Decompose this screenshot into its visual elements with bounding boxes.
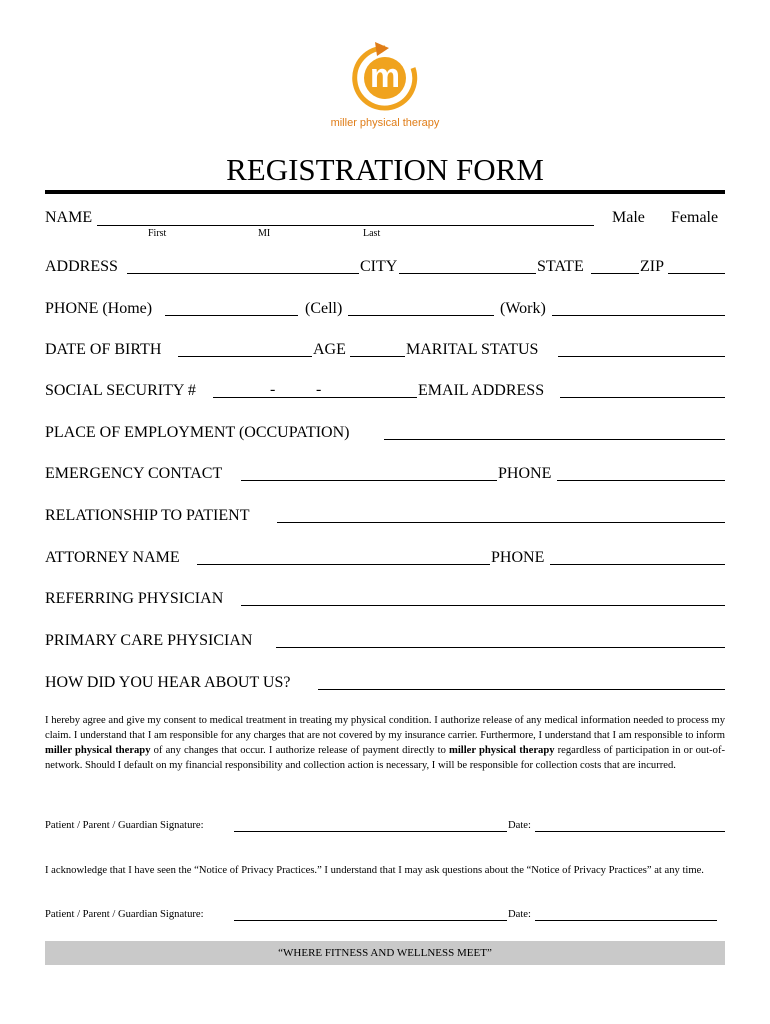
phone-home-label: PHONE (Home) [45, 300, 153, 317]
zip-field[interactable] [668, 273, 725, 274]
hear-about-label: HOW DID YOU HEAR ABOUT US? [45, 674, 291, 691]
footer-bar [45, 941, 725, 965]
phone-cell-label: (Cell) [305, 300, 343, 317]
relationship-field[interactable] [277, 522, 725, 523]
signature-2-date-field[interactable] [535, 920, 717, 921]
signature-2-date-label: Date: [508, 909, 531, 920]
address-field[interactable] [127, 273, 359, 274]
consent-text-3: regardless of participation in or out-of-network. Should I default on my financial responsibility and collection action is necessary, I will be responsible for collection costs that are incurred. [45, 745, 726, 771]
marital-status-field[interactable] [558, 356, 725, 357]
phone-cell-field[interactable] [348, 315, 494, 316]
name-field[interactable] [97, 225, 594, 226]
footer-slogan: “WHERE FITNESS AND WELLNESS MEET” [278, 947, 492, 959]
age-label: AGE [313, 341, 346, 358]
dob-field[interactable] [178, 356, 312, 357]
name-last-caption: Last [363, 228, 381, 239]
signature-1-date-label: Date: [508, 820, 531, 831]
logo [345, 40, 425, 126]
consent-brand-1: miller physical therapy [45, 745, 151, 756]
primary-care-field[interactable] [276, 647, 725, 648]
consent-text-1: I hereby agree and give my consent to medical treatment in treating my physical condition. I authorize release of any medical information needed to process my claim. I understand that I am responsible for any charges that are not covered by my insurance carrier. Furthermore, I understand that I am responsible to inform [45, 715, 725, 741]
state-field[interactable] [591, 273, 639, 274]
ssn-dash-1: - [270, 381, 276, 398]
referring-physician-label: REFERRING PHYSICIAN [45, 590, 224, 607]
signature-2-field[interactable] [234, 920, 507, 921]
signature-1-field[interactable] [234, 831, 507, 832]
attorney-name-field[interactable] [197, 564, 490, 565]
state-label: STATE [537, 258, 584, 275]
ssn-label: SOCIAL SECURITY # [45, 382, 196, 399]
privacy-paragraph: I acknowledge that I have seen the “Notice of Privacy Practices.” I understand that I may ask questions about the “Notice of Privacy Practices” at any time. [45, 865, 704, 876]
name-first-caption: First [148, 228, 167, 239]
address-label: ADDRESS [45, 258, 118, 275]
ssn-dash-2: - [316, 381, 322, 398]
dob-label: DATE OF BIRTH [45, 341, 162, 358]
attorney-name-label: ATTORNEY NAME [45, 549, 180, 566]
signature-2-label: Patient / Parent / Guardian Signature: [45, 909, 204, 920]
relationship-label: RELATIONSHIP TO PATIENT [45, 507, 250, 524]
emergency-contact-field[interactable] [241, 480, 497, 481]
consent-paragraph [45, 713, 725, 773]
male-option[interactable]: Male [612, 209, 645, 226]
employment-label: PLACE OF EMPLOYMENT (OCCUPATION) [45, 424, 350, 441]
zip-label: ZIP [640, 258, 664, 275]
name-label: NAME [45, 209, 93, 226]
primary-care-label: PRIMARY CARE PHYSICIAN [45, 632, 253, 649]
female-option[interactable]: Female [671, 209, 719, 226]
phone-work-label: (Work) [500, 300, 546, 317]
attorney-phone-label: PHONE [491, 549, 545, 566]
logo-letter: m [369, 57, 401, 95]
title-rule [45, 190, 725, 194]
email-label: EMAIL ADDRESS [418, 382, 545, 399]
phone-work-field[interactable] [552, 315, 725, 316]
signature-1-date-field[interactable] [535, 831, 725, 832]
name-mi-caption: MI [258, 228, 271, 239]
emergency-contact-label: EMERGENCY CONTACT [45, 465, 223, 482]
brand-text: miller physical therapy [330, 117, 440, 129]
marital-status-label: MARITAL STATUS [406, 341, 539, 358]
emergency-phone-field[interactable] [557, 480, 725, 481]
consent-text-2: of any changes that occur. I authorize release of payment directly to [150, 745, 450, 756]
city-field[interactable] [399, 273, 536, 274]
age-field[interactable] [350, 356, 405, 357]
emergency-phone-label: PHONE [498, 465, 552, 482]
referring-physician-field[interactable] [241, 605, 725, 606]
attorney-phone-field[interactable] [550, 564, 725, 565]
employment-field[interactable] [384, 439, 725, 440]
city-label: CITY [360, 258, 398, 275]
ssn-field[interactable] [213, 397, 417, 398]
phone-home-field[interactable] [165, 315, 298, 316]
email-field[interactable] [560, 397, 725, 398]
form-title: REGISTRATION FORM [226, 152, 544, 187]
consent-brand-2: miller physical therapy [449, 745, 555, 756]
signature-1-label: Patient / Parent / Guardian Signature: [45, 820, 204, 831]
hear-about-field[interactable] [318, 689, 725, 690]
